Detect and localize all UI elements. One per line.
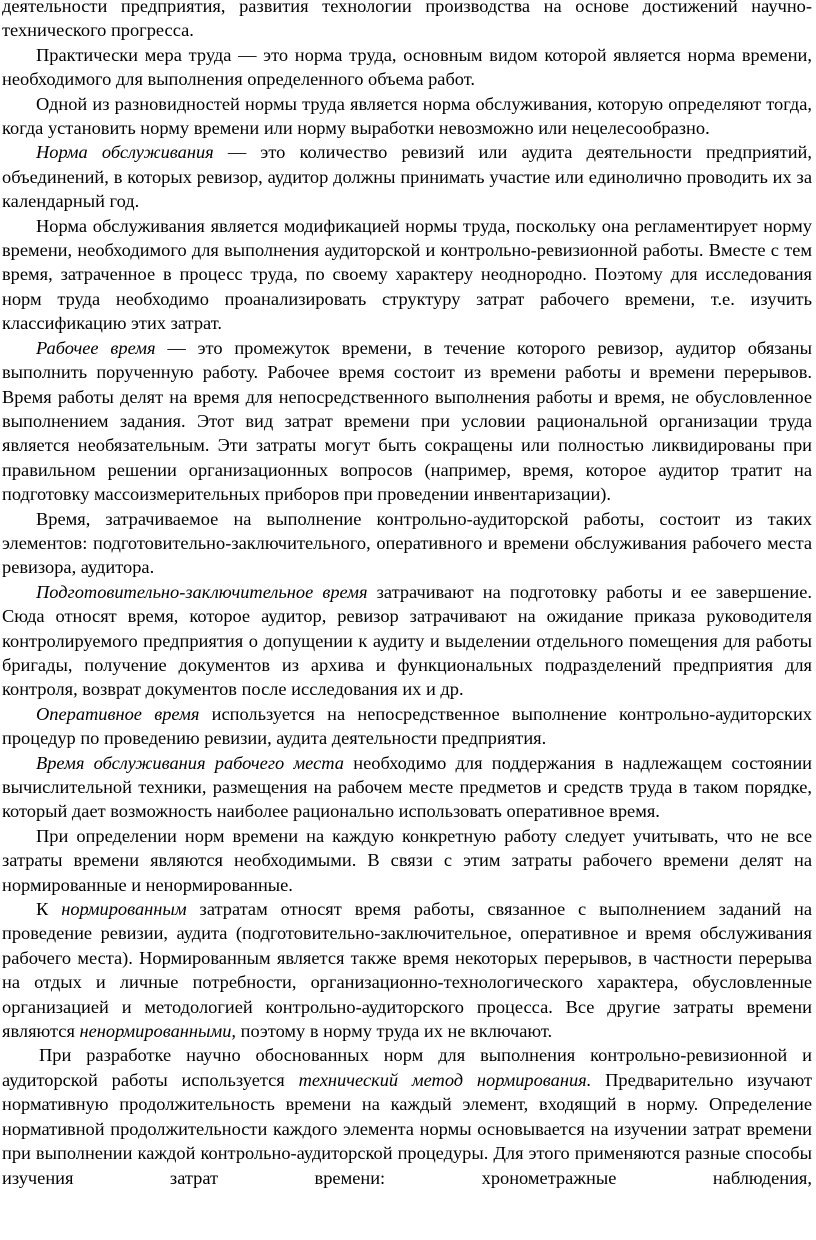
paragraph-13-text-a: При разработке научно обоснованных норм для выполнения контрольно-ревизионной и аудиторской работы используется	[2, 1045, 812, 1090]
term-operative-time: Оперативное время	[36, 703, 200, 724]
term-working-time: Рабочее время	[36, 337, 156, 358]
paragraph-5-text: Норма обслуживания является модификацией нормы труда, поскольку она регламентирует норму времени, необходимого для выполнения аудиторской и контрольно-ревизионной работы. Вместе с тем время, затраченное в процесс труда, по своему характеру неоднородно. Поэтому для исследования норм труда необходимо проанализировать структуру затрат рабочего времени, т.е. изучить классификацию этих затрат.	[2, 215, 812, 334]
paragraph-4-text: — это количество ревизий или аудита деятельности предприятий, объединений, в которых ревизор, аудитор должны принимать участие или единолично проводить их за календарный год.	[2, 142, 812, 212]
term-technical-method: технический метод нормирования.	[298, 1069, 592, 1090]
paragraph-11-text: При определении норм времени на каждую конкретную работу следует учитывать, что не все затраты времени являются необходимыми. В связи с этим затраты рабочего времени делят на нормированные и ненормированные.	[2, 825, 812, 895]
paragraph-9-text: используется на непосредственное выполнение контрольно-аудиторских процедур по проведению ревизии, аудита деятельности предприятия.	[2, 703, 812, 749]
paragraph-6-text: — это промежуток времени, в течение которого ревизор, аудитор обязаны выполнить порученную работу. Рабочее время состоит из времени работы и времени перерывов. Время работы делят на время для непосредственного выполнения работы и время, не обусловленное выполнением задания. Этот вид затрат времени при условии рациональной организации труда является необязательным. Эти затраты могут быть сокращены или полностью ликвидированы при правильном решении организационных вопросов (например, время, которое аудитор тратит на подготовку массоизмерительных приборов при проведении инвентаризации).	[2, 337, 812, 505]
paragraph-8-text: затрачивают на подготовку работы и ее завершение. Сюда относят время, которое аудитор, ревизор затрачивают на ожидание приказа руководителя контролируемого предприятия о допущении к аудиту и выделении отдельного помещения для работы бригады, получение документов из архива и функциональных подразделений предприятия для контроля, возврат документов после исследования их и др.	[2, 581, 812, 700]
term-normed: нормированным	[61, 899, 187, 920]
paragraph-3-text: Одной из разновидностей нормы труда является норма обслуживания, которую определяют тогда, когда установить норму времени или норму выработки невозможно или нецелесообразно.	[2, 93, 812, 139]
paragraph-5	[2, 214, 812, 336]
paragraph-1	[2, 0, 812, 43]
paragraph-2	[2, 43, 812, 92]
paragraph-8	[2, 580, 812, 702]
term-service-norm: Норма обслуживания	[36, 142, 214, 163]
paragraph-7	[2, 507, 812, 580]
paragraph-3	[2, 92, 812, 141]
paragraph-7-text: Время, затрачиваемое на выполнение контрольно-аудиторской работы, состоит из таких элементов: подготовительно-заключительного, оперативного и времени обслуживания рабочего места ревизора, аудитора.	[2, 508, 812, 578]
paragraph-2-text: Практически мера труда — это норма труда, основным видом которой является норма времени, необходимого для выполнения определенного объема работ.	[2, 44, 812, 90]
paragraph-11	[2, 824, 812, 897]
paragraph-12-text-b: затратам относят время работы, связанное с выполнением заданий на проведение ревизии, аудита (подготовительно-заключительное, оперативное и время обслуживания рабочего места). Нормированным является также время некоторых перерывов, в частности перерыва на отдых и личные потребности, организационно-технологического характера, обусловленные организацией и методологией контрольно-аудиторского процесса. Все другие затраты времени являются	[2, 899, 812, 1042]
paragraph-10	[2, 751, 812, 824]
term-unnormed: ненормированными,	[79, 1021, 237, 1042]
paragraph-1-text: деятельности предприятия, развития технологии производства на основе достижений научно-технического прогресса.	[2, 0, 812, 41]
paragraph-10-text: необходимо для поддержания в надлежащем состоянии вычислительной техники, размещения на рабочем месте предметов и средств труда в таком порядке, который дает возможность наиболее рационально использовать оперативное время.	[2, 752, 812, 822]
paragraph-12-text-c: поэтому в норму труда их не включают.	[236, 1021, 553, 1042]
paragraph-6	[2, 336, 812, 507]
term-preparatory-time: Подготовительно-заключительное время	[36, 581, 368, 602]
paragraph-4	[2, 140, 812, 213]
paragraph-12	[2, 897, 812, 1043]
term-workplace-service-time: Время обслуживания рабочего места	[36, 752, 344, 773]
paragraph-12-text-a: К	[36, 899, 62, 920]
paragraph-13-text-b: Предварительно изучают нормативную продолжительность времени на каждый элемент, входящий в норму. Определение нормативной продолжительности каждого элемента нормы основывается на изучении затрат времени при выполнении каждой контрольно-аудиторской процедуры. Для этого применяются разные способы изучения затрат времени: хронометражные наблюдения,	[2, 1069, 812, 1188]
paragraph-13	[2, 1043, 812, 1189]
paragraph-9	[2, 702, 812, 751]
